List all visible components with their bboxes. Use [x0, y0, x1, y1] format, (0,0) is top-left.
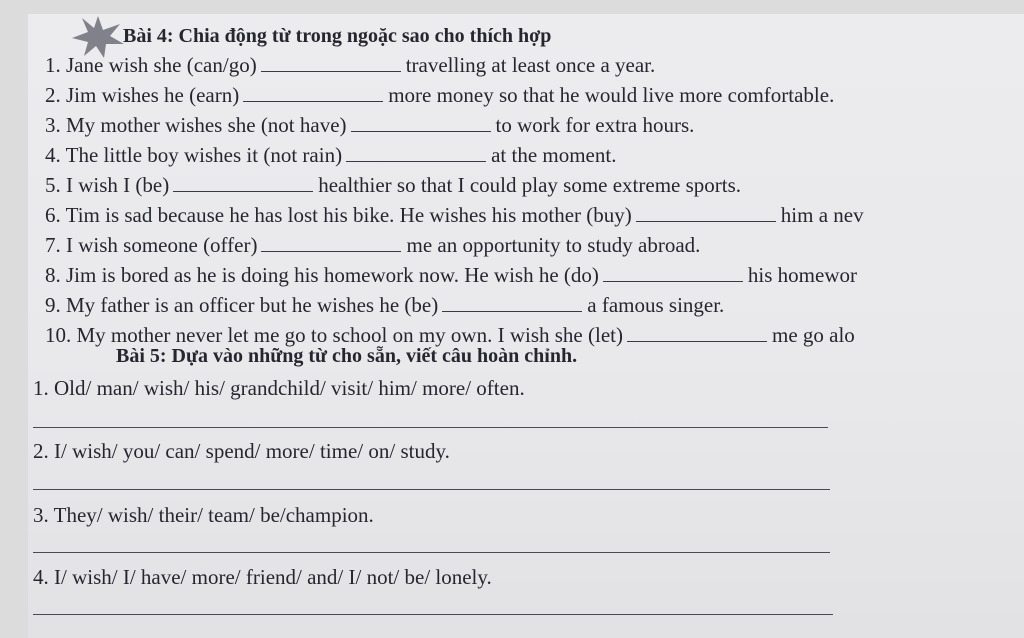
ex4-item-1 — [45, 53, 655, 77]
ex5-item-2: 2. I/ wish/ you/ can/ spend/ more/ time/ on/ study. — [33, 439, 450, 463]
ex5-item-1: 1. Old/ man/ wish/ his/ grandchild/ visit/ him/ more/ often. — [33, 376, 525, 400]
item-text: 2. Jim wishes he (earn) — [45, 83, 240, 107]
item-text: 4. The little boy wishes it (not rain) — [45, 143, 343, 167]
item-text: 1. Jane wish she (can/go) — [45, 53, 257, 77]
item-text-end: his homewor — [747, 263, 857, 287]
item-text-end: me an opportunity to study abroad. — [406, 233, 701, 257]
ex4-item-8 — [45, 263, 857, 287]
item-text: 3. My mother wishes she (not have) — [45, 113, 347, 137]
answer-line[interactable] — [33, 614, 833, 615]
answer-blank[interactable] — [636, 205, 776, 222]
item-text-end: to work for extra hours. — [495, 113, 695, 137]
answer-blank[interactable] — [346, 145, 486, 162]
answer-blank[interactable] — [603, 265, 743, 282]
exercise-4-title: Bài 4: Chia động từ trong ngoặc sao cho thích hợp — [123, 25, 552, 47]
answer-line[interactable] — [33, 427, 828, 428]
item-text-end: travelling at least once a year. — [405, 53, 656, 77]
answer-line[interactable] — [33, 552, 830, 553]
item-text: 8. Jim is bored as he is doing his homework now. He wish he (do) — [45, 263, 599, 287]
item-text: 7. I wish someone (offer) — [45, 233, 258, 257]
item-text-end: me go alo — [771, 323, 855, 347]
item-text-end: more money so that he would live more comfortable. — [388, 83, 835, 107]
item-text: 10. My mother never let me go to school on my own. I wish she (let) — [45, 323, 623, 347]
ex4-item-4 — [45, 143, 616, 167]
worksheet-page — [28, 14, 1024, 638]
answer-blank[interactable] — [351, 115, 491, 132]
item-text-end: a famous singer. — [587, 293, 725, 317]
item-text: 6. Tim is sad because he has lost his bike. He wishes his mother (buy) — [45, 203, 632, 227]
ex4-item-2 — [45, 83, 834, 107]
ex4-item-7 — [45, 233, 700, 257]
answer-blank[interactable] — [173, 175, 313, 192]
item-text-end: at the moment. — [491, 143, 617, 167]
ex5-item-3: 3. They/ wish/ their/ team/ be/champion. — [33, 503, 374, 527]
answer-blank[interactable] — [627, 325, 767, 342]
answer-blank[interactable] — [243, 85, 383, 102]
item-text: 9. My father is an officer but he wishes he (be) — [45, 293, 439, 317]
ex5-item-4: 4. I/ wish/ I/ have/ more/ friend/ and/ I/ not/ be/ lonely. — [33, 565, 492, 589]
ex4-item-5 — [45, 173, 741, 197]
ex4-item-6 — [45, 203, 864, 227]
answer-line[interactable] — [33, 489, 830, 490]
exercise-5-title: Bài 5: Dựa vào những từ cho sẵn, viết câu hoàn chỉnh. — [116, 345, 578, 367]
item-text-end: healthier so that I could play some extreme sports. — [318, 173, 742, 197]
ex4-item-3 — [45, 113, 694, 137]
item-text: 5. I wish I (be) — [45, 173, 170, 197]
ex4-item-9 — [45, 293, 724, 317]
answer-blank[interactable] — [261, 55, 401, 72]
item-text-end: him a nev — [780, 203, 864, 227]
answer-blank[interactable] — [442, 295, 582, 312]
answer-blank[interactable] — [261, 235, 401, 252]
